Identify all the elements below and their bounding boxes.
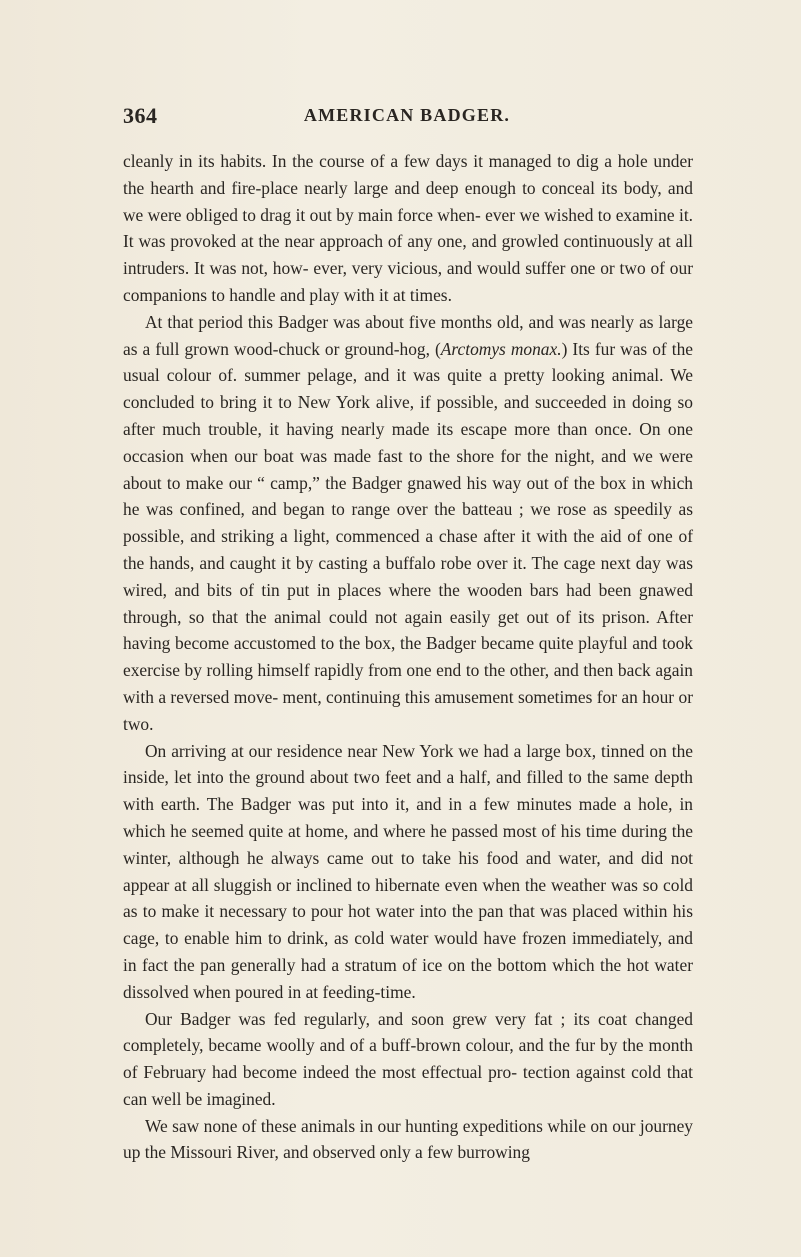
body-text (123, 148, 693, 1166)
paragraph-1: cleanly in its habits. In the course of a few days it managed to dig a hole under the hearth and fire-place nearly large and deep enough to conceal its body, and we were obliged to drag it out by main force when- ever we wished to examine it. It was provoked at the near approach of any one, and growled continuously at all intruders. It was not, how- ever, very vicious, and would suffer one or two of our companions to handle and play with it at times. (123, 151, 693, 305)
page-header (123, 103, 691, 133)
paragraph-3: On arriving at our residence near New York we had a large box, tinned on the inside, let into the ground about two feet and a half, and filled to the same depth with earth. The Badger was put into it, and in a few minutes made a hole, in which he seemed quite at home, and where he passed most of his time during the winter, although he always came out to take his food and water, and did not appear at all sluggish or inclined to hibernate even when the weather was so cold as to make it necessary to pour hot water into the pan that was placed within his cage, to enable him to drink, as cold water would have frozen immediately, and in fact the pan generally had a stratum of ice on the bottom which the hot water dissolved when poured in at feeding-time. (123, 740, 693, 1002)
running-title: AMERICAN BADGER. (303, 105, 511, 125)
paragraph-2: At that period this Badger was about five months old, and was nearly as large as a full grown wood-chuck or ground-hog, (Arctomys monax.) Its fur was of the usual colour of. summer pelage, and it was quite a pretty looking animal. We concluded to bring it to New York alive, if possible, and succeeded in doing so after much trouble, it having nearly made its escape more than once. On one occasion when our boat was made fast to the shore for the night, and we were about to make our “ camp,” the Badger gnawed his way out of the box in which he was confined, and began to range over the batteau ; we rose as speedily as possible, and striking a light, commenced a chase after it with the aid of one of the hands, and caught it by casting a buffalo robe over it. The cage next day was wired, and bits of tin put in places where the wooden bars had been gnawed through, so that the animal could not again easily get out of its prison. After having become accustomed to the box, the Badger became quite playful and took exercise by rolling himself rapidly from one end to the other, and then back again with a reversed move- ment, continuing this amusement sometimes for an hour or two. (123, 311, 693, 734)
paragraph-4: Our Badger was fed regularly, and soon grew very fat ; its coat changed completely, became woolly and of a buff-brown colour, and the fur by the month of February had become indeed the most effectual pro- tection against cold that can well be imagined. (123, 1008, 693, 1109)
scientific-name: Arctomys monax. (440, 338, 562, 359)
page-number: 364 (123, 103, 158, 128)
paragraph-5: We saw none of these animals in our hunting expeditions while on our journey up the Missouri River, and observed only a few burrowing (123, 1115, 693, 1163)
